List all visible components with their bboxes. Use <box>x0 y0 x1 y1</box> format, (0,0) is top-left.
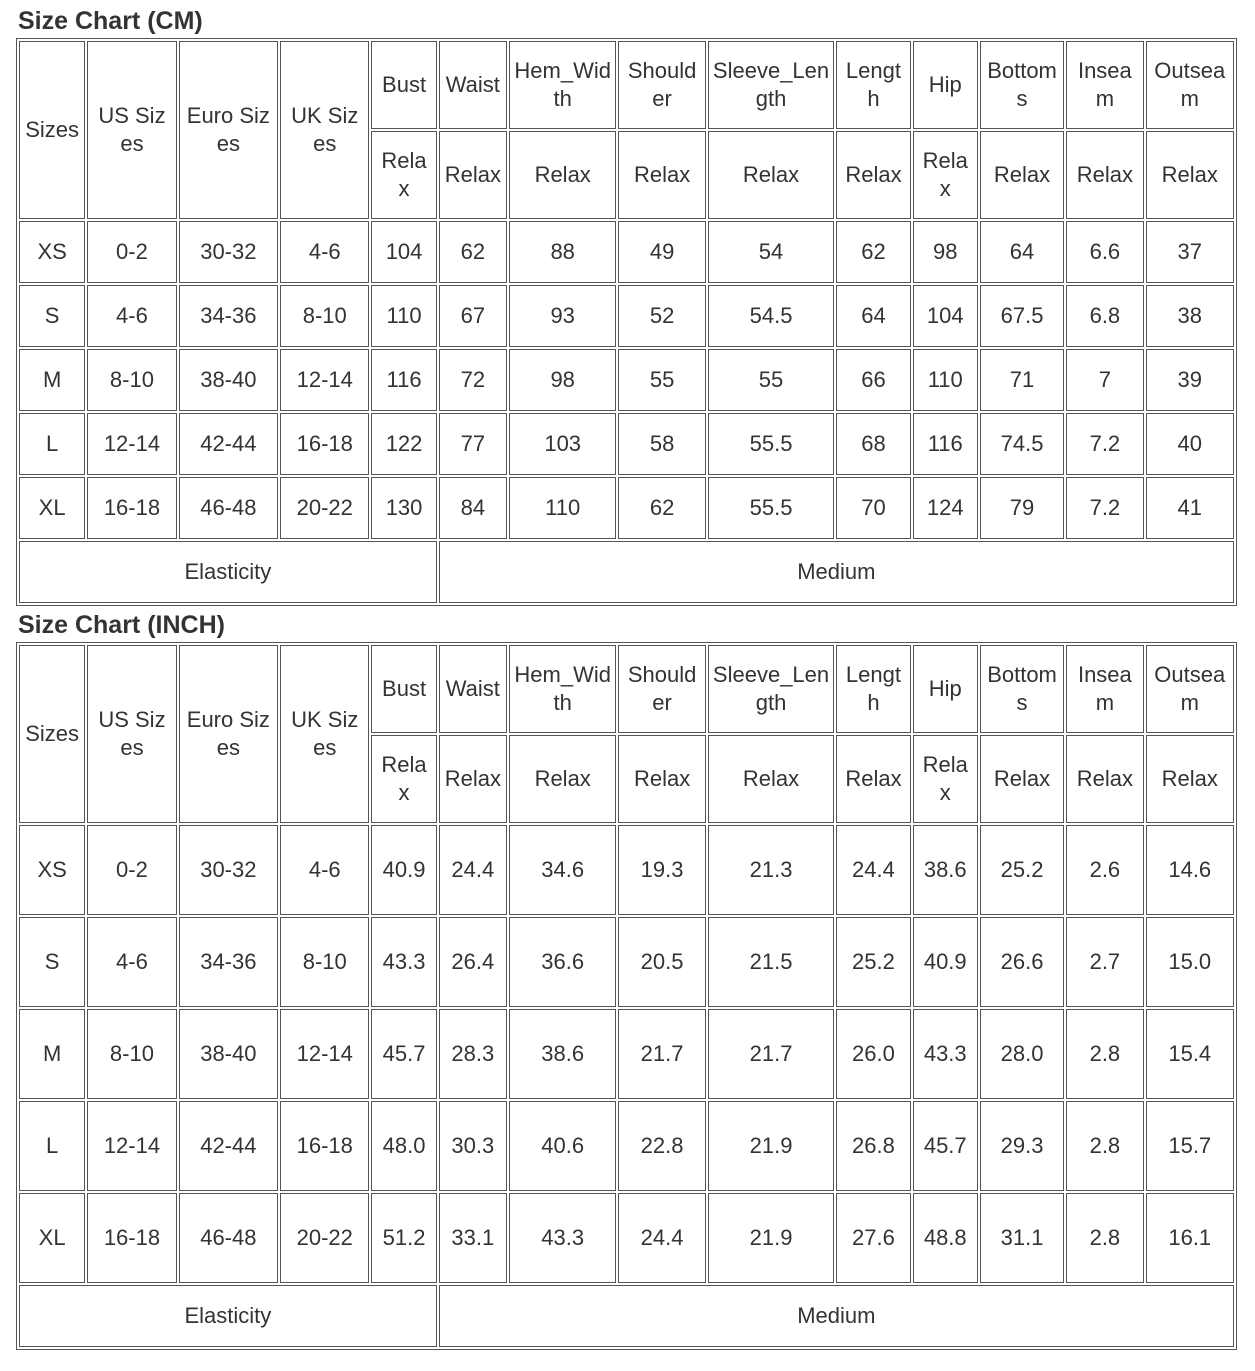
table-cell: 79 <box>980 477 1064 539</box>
table-cell: 2.6 <box>1066 825 1143 915</box>
header-cell: Outseam <box>1146 645 1234 733</box>
table-cell: 26.8 <box>836 1101 910 1191</box>
table-cell: 15.0 <box>1146 917 1234 1007</box>
table-cell: 122 <box>371 413 436 475</box>
table-cell: 55.5 <box>708 413 835 475</box>
header-row <box>19 645 1234 733</box>
table-cell: 7.2 <box>1066 477 1143 539</box>
table-cell: 39 <box>1146 349 1234 411</box>
table-cell: XL <box>19 477 85 539</box>
table-cell: 40.9 <box>371 825 436 915</box>
table-cell: 74.5 <box>980 413 1064 475</box>
sub-header-cell: Relax <box>1146 735 1234 823</box>
header-cell: Hem_Width <box>509 645 616 733</box>
header-cell: Euro Sizes <box>179 645 278 823</box>
header-cell: Bust <box>371 645 436 733</box>
table-cell: 55 <box>708 349 835 411</box>
table-cell: 124 <box>913 477 978 539</box>
table-cell: 42-44 <box>179 413 278 475</box>
header-row <box>19 41 1234 129</box>
table-cell: 16-18 <box>280 413 369 475</box>
inch-table-body <box>19 645 1234 1347</box>
table-cell: 36.6 <box>509 917 616 1007</box>
table-cell: 8-10 <box>87 349 176 411</box>
table-cell: 104 <box>913 285 978 347</box>
table-cell: 54 <box>708 221 835 283</box>
table-row <box>19 413 1234 475</box>
table-cell: 8-10 <box>280 285 369 347</box>
table-cell: 70 <box>836 477 910 539</box>
table-cell: 98 <box>509 349 616 411</box>
table-cell: 12-14 <box>280 349 369 411</box>
table-row <box>19 1193 1234 1283</box>
table-cell: 41 <box>1146 477 1234 539</box>
table-cell: 62 <box>618 477 705 539</box>
sub-header-cell: Relax <box>439 131 507 219</box>
table-cell: 40 <box>1146 413 1234 475</box>
table-cell: 21.7 <box>618 1009 705 1099</box>
table-cell: 26.4 <box>439 917 507 1007</box>
header-cell: Bottoms <box>980 41 1064 129</box>
table-cell: 34.6 <box>509 825 616 915</box>
table-cell: 4-6 <box>87 917 176 1007</box>
header-cell: Inseam <box>1066 645 1143 733</box>
table-cell: 30-32 <box>179 221 278 283</box>
table-cell: XL <box>19 1193 85 1283</box>
table-cell: 43.3 <box>371 917 436 1007</box>
cm-table-body <box>19 41 1234 603</box>
sub-header-cell: Relax <box>439 735 507 823</box>
table-cell: 34-36 <box>179 285 278 347</box>
table-cell: L <box>19 1101 85 1191</box>
table-cell: M <box>19 349 85 411</box>
header-cell: Bottoms <box>980 645 1064 733</box>
table-cell: 38.6 <box>509 1009 616 1099</box>
table-cell: 38-40 <box>179 349 278 411</box>
table-cell: 29.3 <box>980 1101 1064 1191</box>
table-cell: 2.7 <box>1066 917 1143 1007</box>
sub-header-cell: Relax <box>509 131 616 219</box>
table-cell: 62 <box>439 221 507 283</box>
inch-size-table <box>16 642 1237 1350</box>
table-cell: 2.8 <box>1066 1101 1143 1191</box>
table-cell: 19.3 <box>618 825 705 915</box>
header-cell: Length <box>836 41 910 129</box>
table-cell: 21.7 <box>708 1009 835 1099</box>
sub-header-cell: Relax <box>708 131 835 219</box>
header-cell: Hip <box>913 41 978 129</box>
table-cell: 15.4 <box>1146 1009 1234 1099</box>
table-cell: 66 <box>836 349 910 411</box>
table-cell: 16.1 <box>1146 1193 1234 1283</box>
table-cell: 110 <box>371 285 436 347</box>
sub-header-cell: Relax <box>913 131 978 219</box>
table-cell: 8-10 <box>280 917 369 1007</box>
sub-header-cell: Relax <box>509 735 616 823</box>
elasticity-label: Elasticity <box>19 1285 437 1347</box>
table-cell: 21.9 <box>708 1193 835 1283</box>
sub-header-cell: Relax <box>708 735 835 823</box>
table-cell: 43.3 <box>913 1009 978 1099</box>
table-cell: 48.0 <box>371 1101 436 1191</box>
table-cell: 64 <box>836 285 910 347</box>
table-cell: 24.4 <box>618 1193 705 1283</box>
table-cell: 4-6 <box>87 285 176 347</box>
table-cell: 40.9 <box>913 917 978 1007</box>
table-cell: 58 <box>618 413 705 475</box>
table-cell: 116 <box>913 413 978 475</box>
header-cell: Shoulder <box>618 41 705 129</box>
table-cell: 55 <box>618 349 705 411</box>
table-cell: 68 <box>836 413 910 475</box>
header-cell: Waist <box>439 645 507 733</box>
table-cell: 15.7 <box>1146 1101 1234 1191</box>
table-cell: 20-22 <box>280 477 369 539</box>
cm-chart-title: Size Chart (CM) <box>18 7 203 35</box>
table-cell: 30-32 <box>179 825 278 915</box>
table-cell: 98 <box>913 221 978 283</box>
header-cell: Length <box>836 645 910 733</box>
sub-header-cell: Relax <box>836 131 910 219</box>
table-cell: 103 <box>509 413 616 475</box>
table-cell: 71 <box>980 349 1064 411</box>
sub-header-cell: Relax <box>1066 131 1143 219</box>
table-cell: 64 <box>980 221 1064 283</box>
table-cell: 14.6 <box>1146 825 1234 915</box>
table-cell: 48.8 <box>913 1193 978 1283</box>
header-cell: Shoulder <box>618 645 705 733</box>
header-cell: US Sizes <box>87 645 176 823</box>
table-cell: 38-40 <box>179 1009 278 1099</box>
header-cell: Sizes <box>19 41 85 219</box>
table-cell: 54.5 <box>708 285 835 347</box>
table-cell: 6.6 <box>1066 221 1143 283</box>
table-cell: M <box>19 1009 85 1099</box>
table-cell: 7.2 <box>1066 413 1143 475</box>
table-cell: 12-14 <box>87 1101 176 1191</box>
table-cell: 21.3 <box>708 825 835 915</box>
table-cell: 45.7 <box>913 1101 978 1191</box>
header-cell: Outseam <box>1146 41 1234 129</box>
table-cell: 77 <box>439 413 507 475</box>
table-cell: 0-2 <box>87 825 176 915</box>
table-cell: 25.2 <box>980 825 1064 915</box>
sub-header-cell: Relax <box>618 735 705 823</box>
table-cell: XS <box>19 221 85 283</box>
table-row <box>19 1009 1234 1099</box>
table-cell: 34-36 <box>179 917 278 1007</box>
table-cell: 33.1 <box>439 1193 507 1283</box>
table-cell: 12-14 <box>87 413 176 475</box>
sub-header-cell: Relax <box>913 735 978 823</box>
table-cell: 28.0 <box>980 1009 1064 1099</box>
table-cell: 4-6 <box>280 825 369 915</box>
header-cell: Waist <box>439 41 507 129</box>
table-row <box>19 917 1234 1007</box>
sub-header-cell: Relax <box>371 735 436 823</box>
header-cell: Hip <box>913 645 978 733</box>
table-cell: 52 <box>618 285 705 347</box>
table-cell: 8-10 <box>87 1009 176 1099</box>
table-cell: 42-44 <box>179 1101 278 1191</box>
table-cell: 116 <box>371 349 436 411</box>
table-cell: 20.5 <box>618 917 705 1007</box>
table-cell: 93 <box>509 285 616 347</box>
header-cell: Inseam <box>1066 41 1143 129</box>
header-cell: Bust <box>371 41 436 129</box>
table-cell: 26.6 <box>980 917 1064 1007</box>
table-cell: 21.5 <box>708 917 835 1007</box>
sub-header-cell: Relax <box>618 131 705 219</box>
table-cell: 26.0 <box>836 1009 910 1099</box>
table-cell: 0-2 <box>87 221 176 283</box>
table-cell: 37 <box>1146 221 1234 283</box>
table-cell: S <box>19 285 85 347</box>
sub-header-cell: Relax <box>980 735 1064 823</box>
table-cell: 2.8 <box>1066 1009 1143 1099</box>
header-cell: Sleeve_Length <box>708 645 835 733</box>
sub-header-cell: Relax <box>371 131 436 219</box>
table-cell: 22.8 <box>618 1101 705 1191</box>
header-cell: US Sizes <box>87 41 176 219</box>
elasticity-value: Medium <box>439 1285 1234 1347</box>
elasticity-value: Medium <box>439 541 1234 603</box>
table-row <box>19 477 1234 539</box>
table-cell: 84 <box>439 477 507 539</box>
table-cell: 88 <box>509 221 616 283</box>
header-cell: Hem_Width <box>509 41 616 129</box>
table-cell: 16-18 <box>87 1193 176 1283</box>
table-cell: 67.5 <box>980 285 1064 347</box>
table-row <box>19 285 1234 347</box>
header-cell: UK Sizes <box>280 41 369 219</box>
table-row <box>19 825 1234 915</box>
table-cell: 2.8 <box>1066 1193 1143 1283</box>
sub-header-cell: Relax <box>1066 735 1143 823</box>
table-cell: 21.9 <box>708 1101 835 1191</box>
table-cell: 38.6 <box>913 825 978 915</box>
header-cell: Sizes <box>19 645 85 823</box>
header-cell: Sleeve_Length <box>708 41 835 129</box>
header-cell: UK Sizes <box>280 645 369 823</box>
table-cell: 25.2 <box>836 917 910 1007</box>
table-cell: 104 <box>371 221 436 283</box>
table-cell: 45.7 <box>371 1009 436 1099</box>
table-cell: XS <box>19 825 85 915</box>
table-cell: 55.5 <box>708 477 835 539</box>
table-row <box>19 349 1234 411</box>
elasticity-label: Elasticity <box>19 541 437 603</box>
table-cell: 67 <box>439 285 507 347</box>
table-cell: 40.6 <box>509 1101 616 1191</box>
table-cell: L <box>19 413 85 475</box>
table-cell: 43.3 <box>509 1193 616 1283</box>
sub-header-cell: Relax <box>1146 131 1234 219</box>
table-cell: 30.3 <box>439 1101 507 1191</box>
table-cell: 46-48 <box>179 1193 278 1283</box>
table-cell: 46-48 <box>179 477 278 539</box>
inch-chart-title: Size Chart (INCH) <box>18 611 225 639</box>
table-cell: 16-18 <box>87 477 176 539</box>
table-cell: 16-18 <box>280 1101 369 1191</box>
elasticity-row <box>19 541 1234 603</box>
table-cell: 7 <box>1066 349 1143 411</box>
table-cell: S <box>19 917 85 1007</box>
header-cell: Euro Sizes <box>179 41 278 219</box>
table-cell: 6.8 <box>1066 285 1143 347</box>
elasticity-row <box>19 1285 1234 1347</box>
table-cell: 12-14 <box>280 1009 369 1099</box>
table-cell: 72 <box>439 349 507 411</box>
table-cell: 49 <box>618 221 705 283</box>
table-cell: 51.2 <box>371 1193 436 1283</box>
table-cell: 62 <box>836 221 910 283</box>
table-cell: 24.4 <box>439 825 507 915</box>
table-cell: 24.4 <box>836 825 910 915</box>
cm-size-table <box>16 38 1237 606</box>
table-row <box>19 221 1234 283</box>
table-cell: 4-6 <box>280 221 369 283</box>
table-cell: 31.1 <box>980 1193 1064 1283</box>
sub-header-cell: Relax <box>980 131 1064 219</box>
table-cell: 130 <box>371 477 436 539</box>
table-cell: 20-22 <box>280 1193 369 1283</box>
table-cell: 28.3 <box>439 1009 507 1099</box>
sub-header-cell: Relax <box>836 735 910 823</box>
table-cell: 27.6 <box>836 1193 910 1283</box>
table-cell: 110 <box>509 477 616 539</box>
table-cell: 110 <box>913 349 978 411</box>
table-cell: 38 <box>1146 285 1234 347</box>
table-row <box>19 1101 1234 1191</box>
